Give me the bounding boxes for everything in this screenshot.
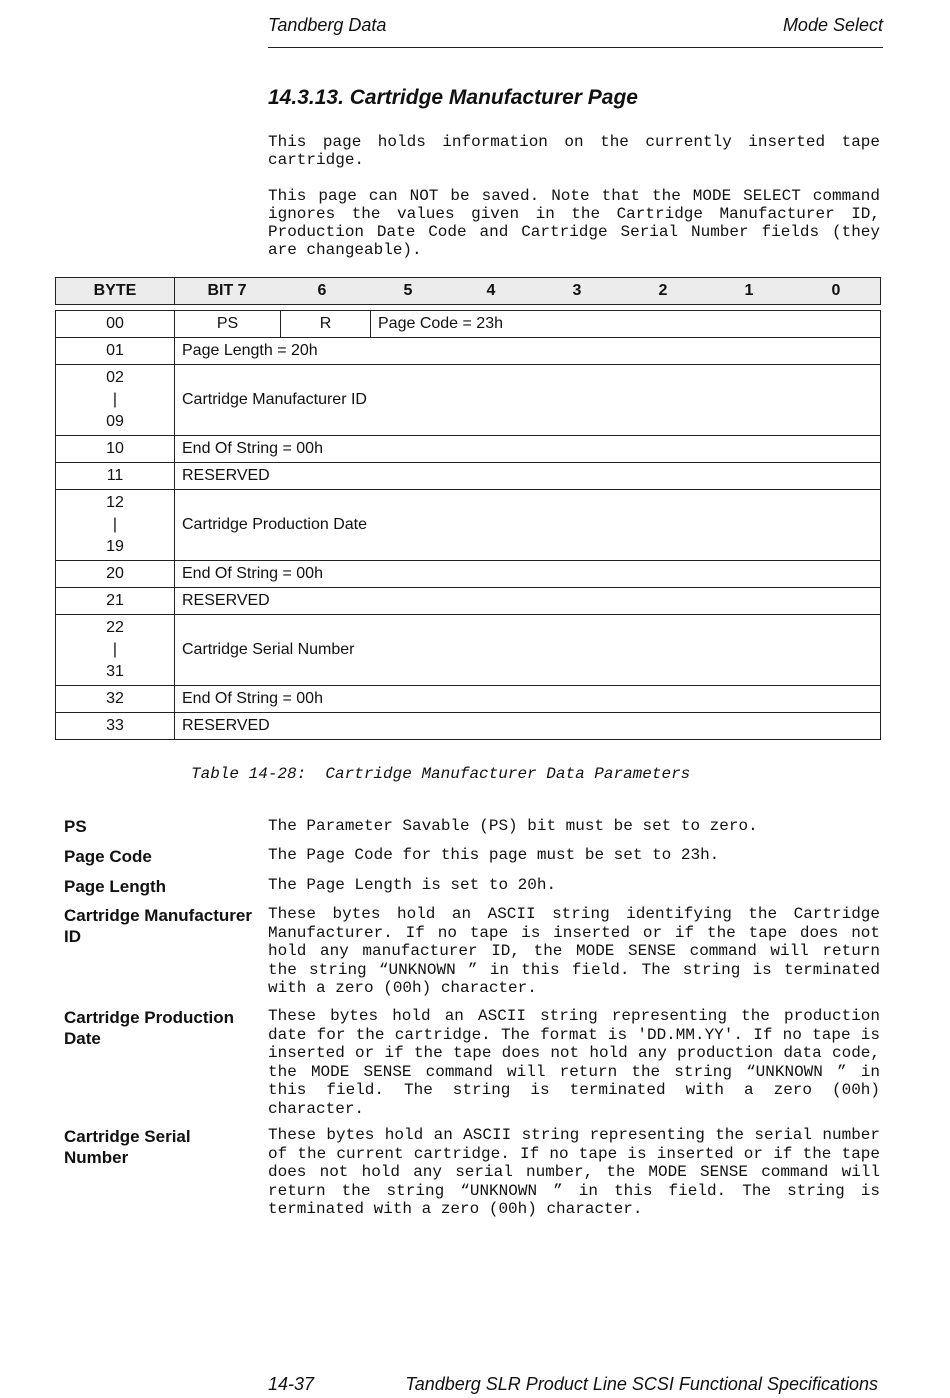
bit-label: 1 bbox=[744, 282, 754, 299]
table-row bbox=[56, 615, 881, 686]
definition-term: Page Code bbox=[64, 847, 152, 866]
page-header bbox=[268, 13, 883, 48]
field-cell: RESERVED bbox=[175, 588, 881, 615]
footer-page-number: 14-37 bbox=[268, 1374, 315, 1394]
page-code-cell: Page Code = 23h bbox=[371, 311, 881, 338]
byte-cell: 11 bbox=[56, 463, 175, 490]
byte-cell: 33 bbox=[56, 713, 175, 740]
table-row bbox=[56, 713, 881, 740]
table-row bbox=[56, 561, 881, 588]
definition-term: Cartridge Production Date bbox=[64, 1008, 235, 1048]
bit-label: BIT 7 bbox=[207, 282, 247, 299]
byte-cell: 20 bbox=[56, 561, 175, 588]
bit-label: 4 bbox=[486, 282, 496, 299]
definition-term: Page Length bbox=[64, 877, 167, 896]
bit-header-table bbox=[55, 277, 881, 305]
header-right: Mode Select bbox=[782, 15, 883, 35]
byte-range-separator: | bbox=[112, 641, 118, 658]
bit-label: 0 bbox=[831, 282, 841, 299]
definition-term: PS bbox=[64, 817, 87, 836]
section-title: 14.3.13. Cartridge Manufacturer Page bbox=[268, 86, 638, 109]
field-cell: Page Length = 20h bbox=[175, 338, 881, 365]
byte-start: 02 bbox=[106, 369, 124, 386]
byte-range-separator: | bbox=[112, 516, 118, 533]
paragraph-note: This page can NOT be saved. Note that the MODE SELECT command ignores the values given in the Cartridge Manufacturer ID, Production Date Code and Cartridge Serial Number fields (they are changeable). bbox=[268, 187, 880, 259]
paragraph-intro: This page holds information on the currently inserted tape cartridge. bbox=[268, 133, 880, 169]
bit-header-cell bbox=[175, 278, 881, 305]
table-row bbox=[56, 365, 881, 436]
byte-cell: 01 bbox=[56, 338, 175, 365]
bit-label: 3 bbox=[572, 282, 582, 299]
r-cell: R bbox=[281, 311, 371, 338]
table-row bbox=[56, 490, 881, 561]
table-row bbox=[56, 436, 881, 463]
table-row bbox=[56, 338, 881, 365]
bit-label: 2 bbox=[658, 282, 668, 299]
definition-desc: These bytes hold an ASCII string identifying the Cartridge Manufacturer. If no tape is inserted or if the tape does not hold any manufacturer ID, the MODE SENSE command will return the string “UNKNOWN ” in this field. The string is terminated with a zero (00h) character. bbox=[268, 905, 880, 998]
field-cell: Cartridge Manufacturer ID bbox=[175, 365, 881, 436]
footer-title: Tandberg SLR Product Line SCSI Functional Specifications bbox=[405, 1374, 878, 1394]
table-caption: Table 14-28: Cartridge Manufacturer Data Parameters bbox=[191, 765, 691, 783]
field-cell: Cartridge Production Date bbox=[175, 490, 881, 561]
table-row bbox=[56, 311, 881, 338]
bit-label: 6 bbox=[317, 282, 327, 299]
definition-term: Cartridge Serial Number bbox=[64, 1127, 191, 1167]
byte-cell: 21 bbox=[56, 588, 175, 615]
byte-cell: 10 bbox=[56, 436, 175, 463]
field-cell: End Of String = 00h bbox=[175, 686, 881, 713]
definition-desc: These bytes hold an ASCII string representing the serial number of the current cartridge. If no tape is inserted or if the tape does not hold any serial number, the MODE SENSE command will return the string “UNKNOWN ” in this field. The string is terminated with a zero (00h) character. bbox=[268, 1126, 880, 1219]
byte-start: 12 bbox=[106, 494, 124, 511]
byte-header: BYTE bbox=[56, 278, 175, 305]
ps-cell: PS bbox=[175, 311, 281, 338]
byte-end: 09 bbox=[106, 413, 124, 430]
definition-desc: The Parameter Savable (PS) bit must be set to zero. bbox=[268, 817, 758, 835]
byte-range-separator: | bbox=[112, 391, 118, 408]
bit-label: 5 bbox=[403, 282, 413, 299]
byte-range-cell bbox=[56, 490, 175, 561]
byte-cell: 00 bbox=[56, 311, 175, 338]
field-cell: RESERVED bbox=[175, 713, 881, 740]
byte-range-cell bbox=[56, 615, 175, 686]
byte-end: 31 bbox=[106, 663, 124, 680]
byte-range-cell bbox=[56, 365, 175, 436]
field-cell: End Of String = 00h bbox=[175, 436, 881, 463]
parameter-table bbox=[55, 310, 881, 740]
definition-desc: The Page Length is set to 20h. bbox=[268, 876, 557, 894]
header-left: Tandberg Data bbox=[268, 15, 387, 35]
definition-desc: The Page Code for this page must be set to 23h. bbox=[268, 846, 720, 864]
table-row bbox=[56, 463, 881, 490]
table-row bbox=[56, 588, 881, 615]
table-row bbox=[56, 686, 881, 713]
definition-desc: These bytes hold an ASCII string representing the production date for the cartridge. The format is 'DD.MM.YY'. If no tape is inserted or if the tape does not hold any production data code, the MODE SENSE command will return the string “UNKNOWN ” in this field. The string is terminated with a zero (00h) character. bbox=[268, 1007, 880, 1118]
field-cell: Cartridge Serial Number bbox=[175, 615, 881, 686]
byte-start: 22 bbox=[106, 619, 124, 636]
byte-end: 19 bbox=[106, 538, 124, 555]
field-cell: End Of String = 00h bbox=[175, 561, 881, 588]
definition-term: Cartridge Manufacturer ID bbox=[64, 906, 252, 946]
byte-cell: 32 bbox=[56, 686, 175, 713]
field-cell: RESERVED bbox=[175, 463, 881, 490]
